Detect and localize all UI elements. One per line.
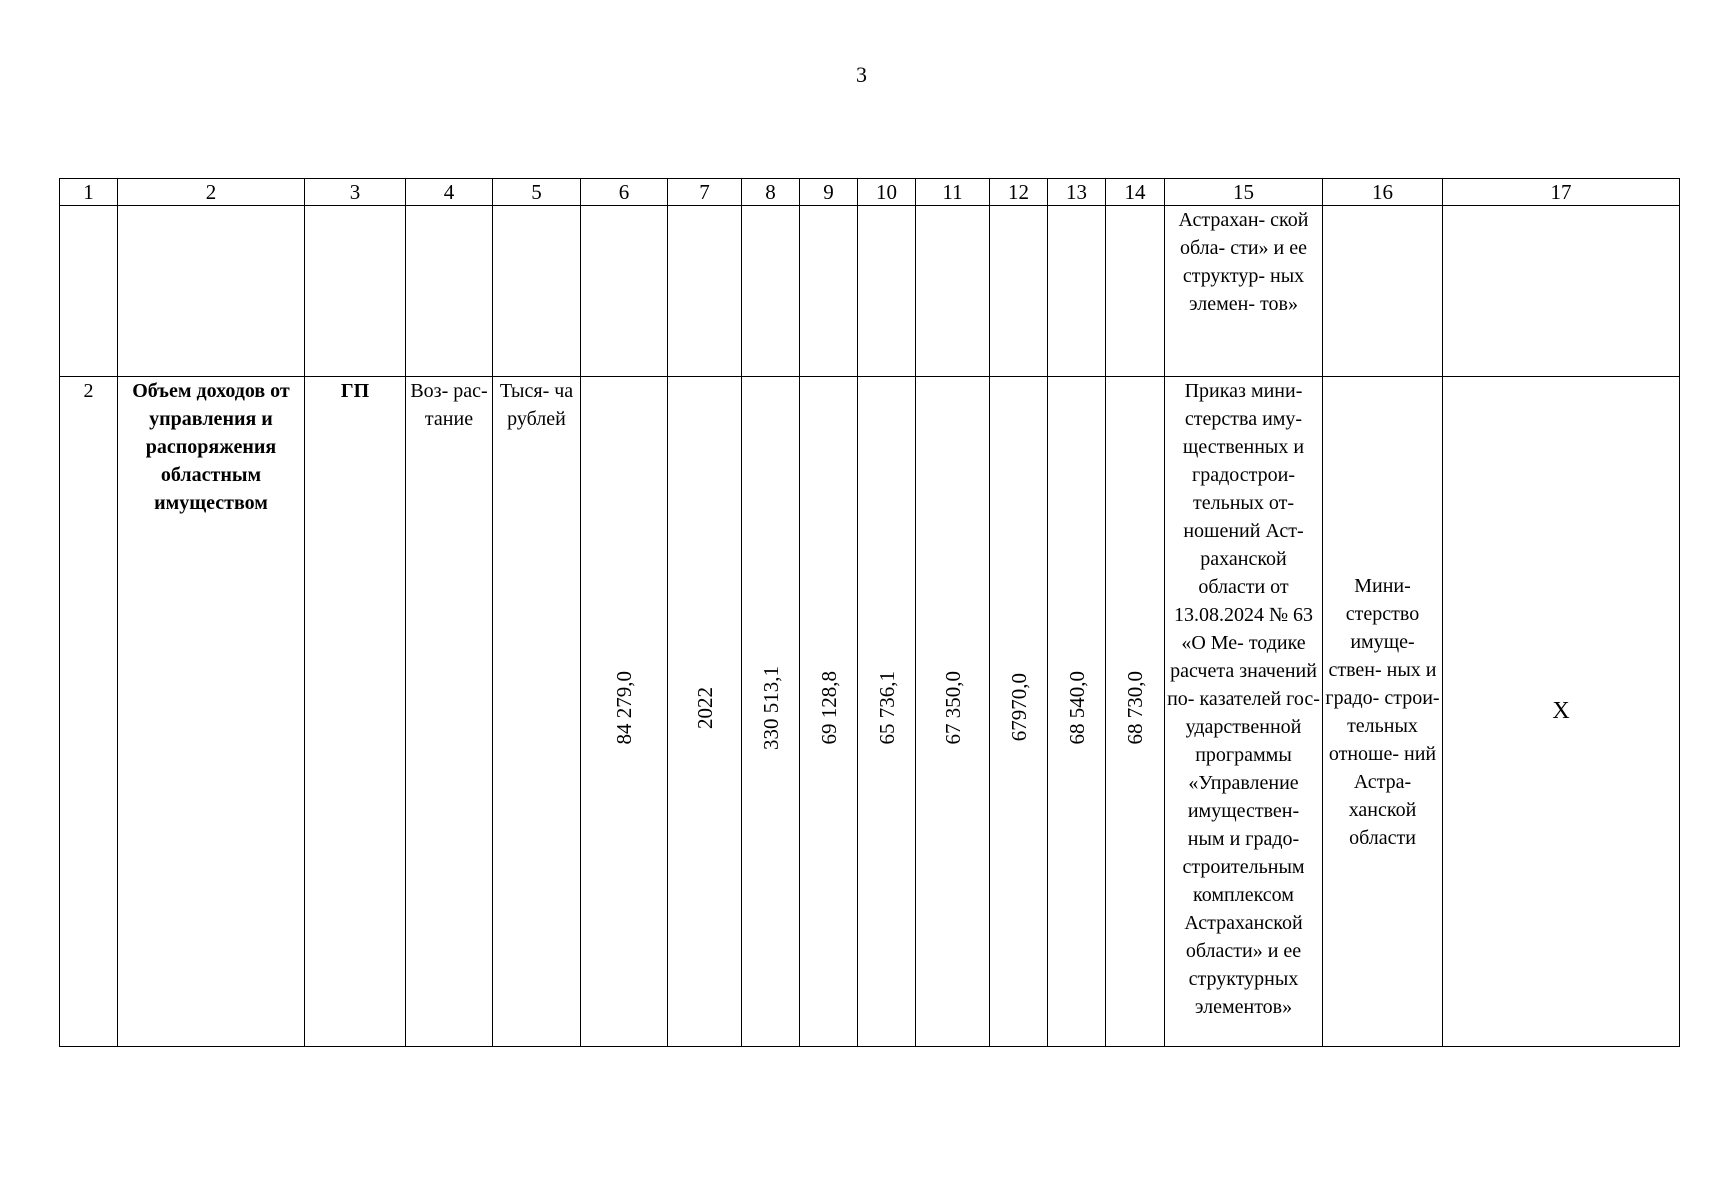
col-number-10: 10 — [858, 179, 916, 206]
value-8-cell — [742, 377, 800, 1047]
cont-cell-3 — [305, 206, 406, 377]
value-10-cell — [858, 377, 916, 1047]
value-10: 65 736,1 — [874, 670, 899, 745]
col-number-12: 12 — [990, 179, 1048, 206]
col-number-8: 8 — [742, 179, 800, 206]
col-number-13: 13 — [1048, 179, 1106, 206]
document-cell — [1165, 377, 1323, 1047]
cont-cell-5 — [493, 206, 581, 377]
col-number-2: 2 — [118, 179, 305, 206]
value-13: 68 540,0 — [1064, 670, 1089, 745]
value-8: 330 513,1 — [758, 665, 783, 750]
cont-cell-10 — [858, 206, 916, 377]
cont-document-cell — [1165, 206, 1323, 377]
indicator-name-text: Объем доходов от управления и распоряжения областным имуществом — [132, 380, 290, 514]
cont-cell-6 — [581, 206, 668, 377]
indicator-unit — [493, 377, 581, 1047]
indicator-trend — [406, 377, 493, 1047]
page-number: 3 — [856, 62, 867, 87]
cont-cell-12 — [990, 206, 1048, 377]
col-number-14: 14 — [1106, 179, 1165, 206]
value-9: 69 128,8 — [816, 670, 841, 745]
col-number-3: 3 — [305, 179, 406, 206]
col-number-16: 16 — [1323, 179, 1443, 206]
value-13-cell — [1048, 377, 1106, 1047]
value-11: 67 350,0 — [940, 670, 965, 745]
value-9-cell — [800, 377, 858, 1047]
col-number-5: 5 — [493, 179, 581, 206]
col-number-7: 7 — [668, 179, 742, 206]
cont-cell-16 — [1323, 206, 1443, 377]
col-number-9: 9 — [800, 179, 858, 206]
cont-cell-13 — [1048, 206, 1106, 377]
cont-cell-14 — [1106, 206, 1165, 377]
cont-cell-17 — [1443, 206, 1680, 377]
x-mark: X — [1552, 698, 1570, 724]
cont-cell-7 — [668, 206, 742, 377]
indicators-table — [59, 178, 1680, 1047]
indicator-row — [60, 377, 1680, 1047]
document-text: Приказ мини- стерства иму- щественных и градострои- тельных от- ношений Аст- раханской области от 13.08.2024 № 63 «О Ме- тодике расчета значений по- казателей гос- ударственной программы «Управление имуществен- ным и градо- строительным комплексом Астраханской области» и ее структурных элементов» — [1167, 380, 1320, 1018]
cont-cell-2 — [118, 206, 305, 377]
cont-cell-1 — [60, 206, 118, 377]
indicator-number: 2 — [60, 377, 118, 1047]
base-value: 84 279,0 — [612, 670, 636, 745]
cont-document-text: Астрахан- ской обла- сти» и ее структур- ных элемен- тов» — [1178, 209, 1309, 315]
col-number-17: 17 — [1443, 179, 1680, 206]
base-year-cell — [668, 377, 742, 1047]
value-14: 68 730,0 — [1123, 670, 1147, 745]
value-11-cell — [916, 377, 990, 1047]
col-number-6: 6 — [581, 179, 668, 206]
base-year: 2022 — [692, 686, 717, 729]
col-number-1: 1 — [60, 179, 118, 206]
base-value-cell — [581, 377, 668, 1047]
cont-cell-11 — [916, 206, 990, 377]
indicator-unit-text: Тыся- ча рублей — [499, 380, 574, 430]
continuation-row — [60, 206, 1680, 377]
value-14-cell — [1106, 377, 1165, 1047]
indicator-name — [118, 377, 305, 1047]
col-number-4: 4 — [406, 179, 493, 206]
col-number-11: 11 — [916, 179, 990, 206]
cont-cell-4 — [406, 206, 493, 377]
responsible-text: Мини- стерство имуще- ствен- ных и градо- строи- тельных отноше- ний Астра- ханской области — [1325, 574, 1440, 849]
column-number-row — [60, 179, 1680, 206]
value-12: 67970,0 — [1006, 673, 1031, 742]
indicator-type: ГП — [305, 377, 406, 1047]
indicator-trend-text: Воз- рас- тание — [410, 380, 488, 430]
responsible-cell — [1323, 377, 1443, 1047]
col-number-15: 15 — [1165, 179, 1323, 206]
value-12-cell — [990, 377, 1048, 1047]
cont-cell-8 — [742, 206, 800, 377]
cont-cell-9 — [800, 206, 858, 377]
col17-cell — [1443, 377, 1680, 1047]
